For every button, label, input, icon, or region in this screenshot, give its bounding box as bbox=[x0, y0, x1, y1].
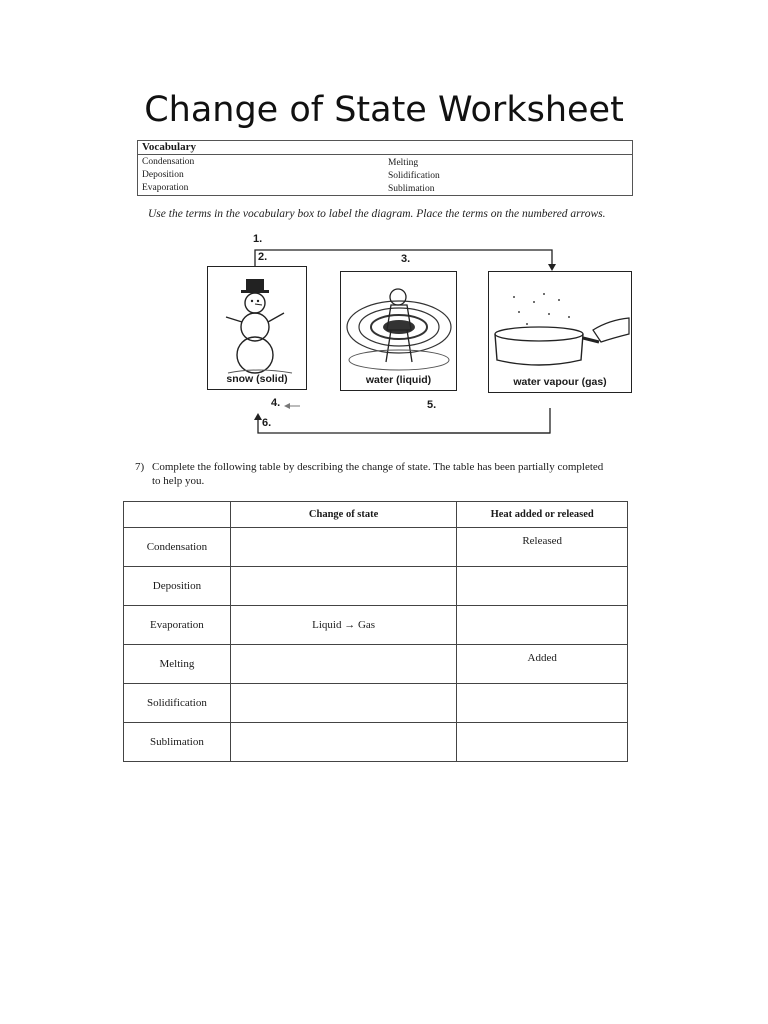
term-cell: Sublimation bbox=[124, 723, 231, 762]
heat-value: Added bbox=[527, 652, 557, 664]
term-cell: Condensation bbox=[124, 528, 231, 567]
heat-cell[interactable] bbox=[457, 528, 628, 567]
table-row bbox=[124, 606, 628, 645]
heat-cell[interactable] bbox=[457, 567, 628, 606]
gas-caption: water vapour (gas) bbox=[513, 376, 607, 388]
arrow-label-6: 6. bbox=[262, 417, 272, 429]
heat-cell[interactable] bbox=[457, 606, 628, 645]
change-of-state-table bbox=[123, 501, 628, 762]
vocabulary-heading: Vocabulary bbox=[138, 141, 632, 155]
term-cell: Deposition bbox=[124, 567, 231, 606]
snowman-icon bbox=[208, 267, 307, 377]
term-cell: Melting bbox=[124, 645, 231, 684]
arrow-label-1: 1. bbox=[253, 233, 263, 245]
vocab-term: Deposition bbox=[142, 170, 184, 180]
table-header bbox=[124, 502, 231, 528]
table-row bbox=[124, 645, 628, 684]
solid-caption: snow (solid) bbox=[226, 373, 288, 385]
diagram-instruction: Use the terms in the vocabulary box to label the diagram. Place the terms on the numbered arrows. bbox=[148, 208, 606, 220]
table-row bbox=[124, 723, 628, 762]
vocabulary-left-column bbox=[142, 156, 194, 195]
table-header: Change of state bbox=[230, 502, 456, 528]
page-title: Change of State Worksheet bbox=[144, 90, 624, 130]
state-change-diagram bbox=[200, 228, 640, 443]
gas-panel bbox=[488, 271, 632, 393]
heat-cell[interactable] bbox=[457, 684, 628, 723]
question-number: 7) bbox=[135, 461, 145, 473]
liquid-panel bbox=[340, 271, 457, 391]
table-header-row bbox=[124, 502, 628, 528]
change-cell[interactable] bbox=[230, 645, 456, 684]
vocab-term: Condensation bbox=[142, 157, 195, 167]
liquid-caption: water (liquid) bbox=[365, 374, 432, 386]
vocabulary-box bbox=[137, 140, 633, 196]
change-cell[interactable] bbox=[230, 528, 456, 567]
change-cell[interactable] bbox=[230, 567, 456, 606]
question-7 bbox=[135, 461, 605, 488]
change-cell[interactable] bbox=[230, 684, 456, 723]
table-row bbox=[124, 528, 628, 567]
heat-cell[interactable] bbox=[457, 645, 628, 684]
swimmer-icon bbox=[341, 272, 457, 377]
change-cell[interactable] bbox=[230, 723, 456, 762]
vocab-term: Sublimation bbox=[388, 184, 435, 194]
change-cell[interactable]: Liquid → Gas bbox=[230, 606, 456, 645]
vocabulary-right-column bbox=[388, 157, 440, 196]
term-cell: Solidification bbox=[124, 684, 231, 723]
heat-value: Released bbox=[522, 535, 563, 547]
table-row bbox=[124, 684, 628, 723]
arrow-label-2: 2. bbox=[258, 251, 268, 263]
question-text: Complete the following table by describing the change of state. The table has been partially completed to help you. bbox=[152, 461, 604, 487]
vocab-term: Evaporation bbox=[142, 183, 189, 193]
table-header: Heat added or released bbox=[457, 502, 628, 528]
arrow-label-4: 4. bbox=[271, 397, 281, 409]
arrow-label-3: 3. bbox=[401, 253, 411, 265]
vocab-term: Solidification bbox=[388, 171, 440, 181]
steaming-pot-icon bbox=[489, 272, 632, 377]
heat-cell[interactable] bbox=[457, 723, 628, 762]
table-row bbox=[124, 567, 628, 606]
term-cell: Evaporation bbox=[124, 606, 231, 645]
arrow-label-5: 5. bbox=[427, 399, 437, 411]
solid-panel bbox=[207, 266, 307, 390]
vocab-term: Melting bbox=[388, 158, 419, 168]
